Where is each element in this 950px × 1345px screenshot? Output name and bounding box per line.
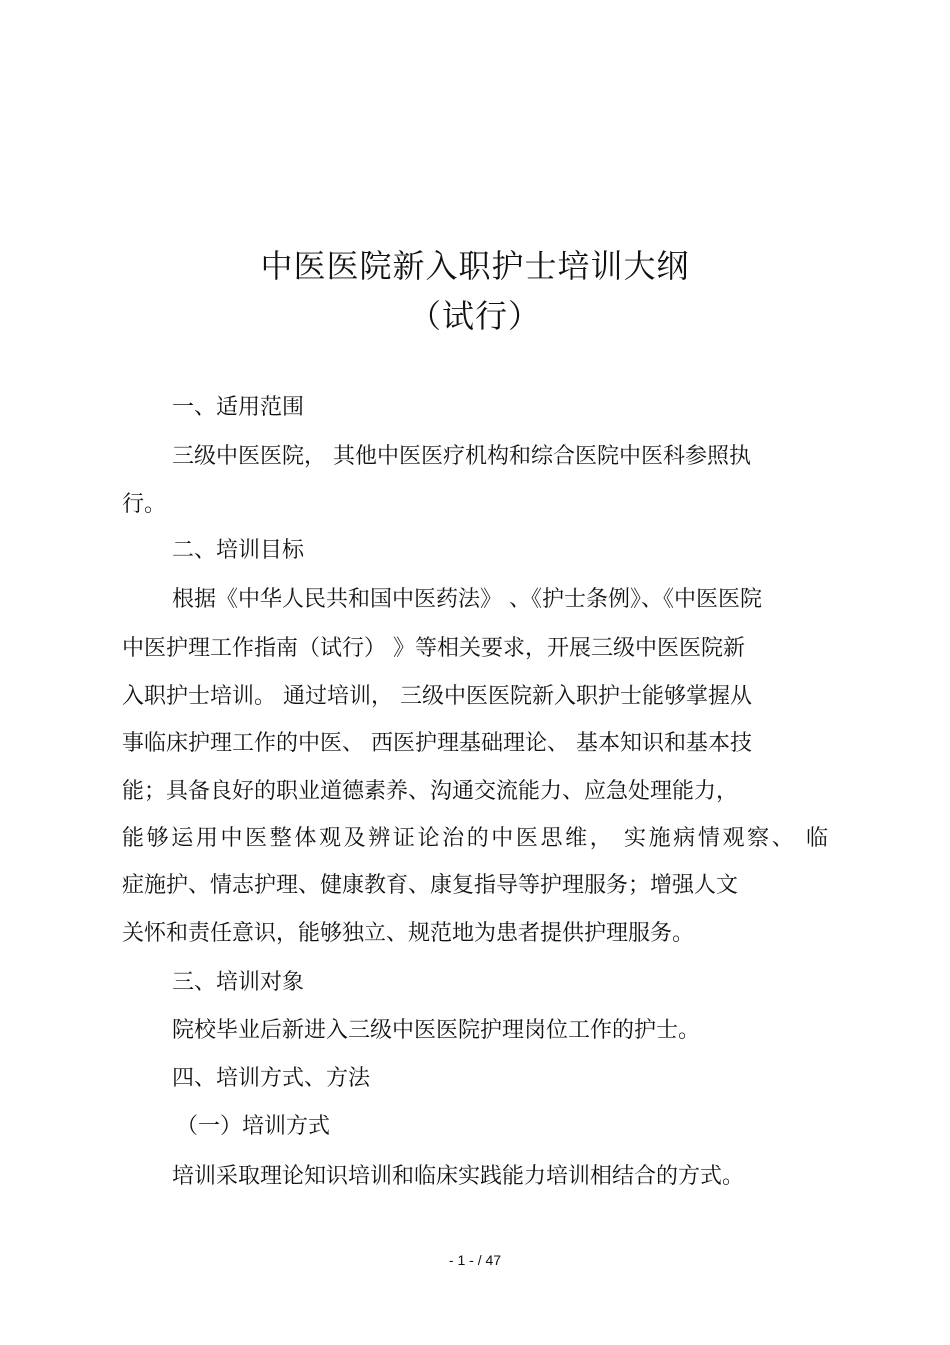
document-title: 中医医院新入职护士培训大纲 <box>260 247 690 285</box>
paragraph-line: 根据《中华人民共和国中医药法》 、《护士条例》、《中医医院 <box>172 587 762 612</box>
paragraph-line: 症施护、情志护理、健康教育、康复指导等护理服务；增强人文 <box>122 873 739 898</box>
section-heading-target: 三、培训对象 <box>172 970 305 995</box>
paragraph-line: 三级中医医院， 其他中医医疗机构和综合医院中医科参照执 <box>172 444 751 469</box>
paragraph-line: 关怀和责任意识，能够独立、规范地为患者提供护理服务。 <box>122 921 695 946</box>
section-heading-goals: 二、培训目标 <box>172 538 305 563</box>
paragraph-line: 事临床护理工作的中医、 西医护理基础理论、 基本知识和基本技 <box>122 731 752 756</box>
paragraph-line: 培训采取理论知识培训和临床实践能力培训相结合的方式。 <box>172 1164 745 1189</box>
paragraph-line: 院校毕业后新进入三级中医医院护理岗位工作的护士。 <box>172 1018 701 1043</box>
page-number: - 1 - / 47 <box>448 1252 502 1268</box>
paragraph-line: 入职护士培训。 通过培训， 三级中医医院新入职护士能够掌握从 <box>122 684 752 709</box>
paragraph-line: 行。 <box>122 492 167 517</box>
subsection-heading: （一）培训方式 <box>176 1114 331 1139</box>
document-subtitle: （试行） <box>408 297 541 335</box>
paragraph-line: 中医护理工作指南（试行） 》等相关要求，开展三级中医医院新 <box>122 636 745 661</box>
paragraph-line: 能；具备良好的职业道德素养、沟通交流能力、应急处理能力， <box>122 779 739 804</box>
paragraph-line: 能够运用中医整体观及辨证论治的中医思维， 实施病情观察、 临 <box>122 826 828 851</box>
section-heading-methods: 四、培训方式、方法 <box>172 1066 371 1091</box>
section-heading-scope: 一、适用范围 <box>172 395 305 420</box>
